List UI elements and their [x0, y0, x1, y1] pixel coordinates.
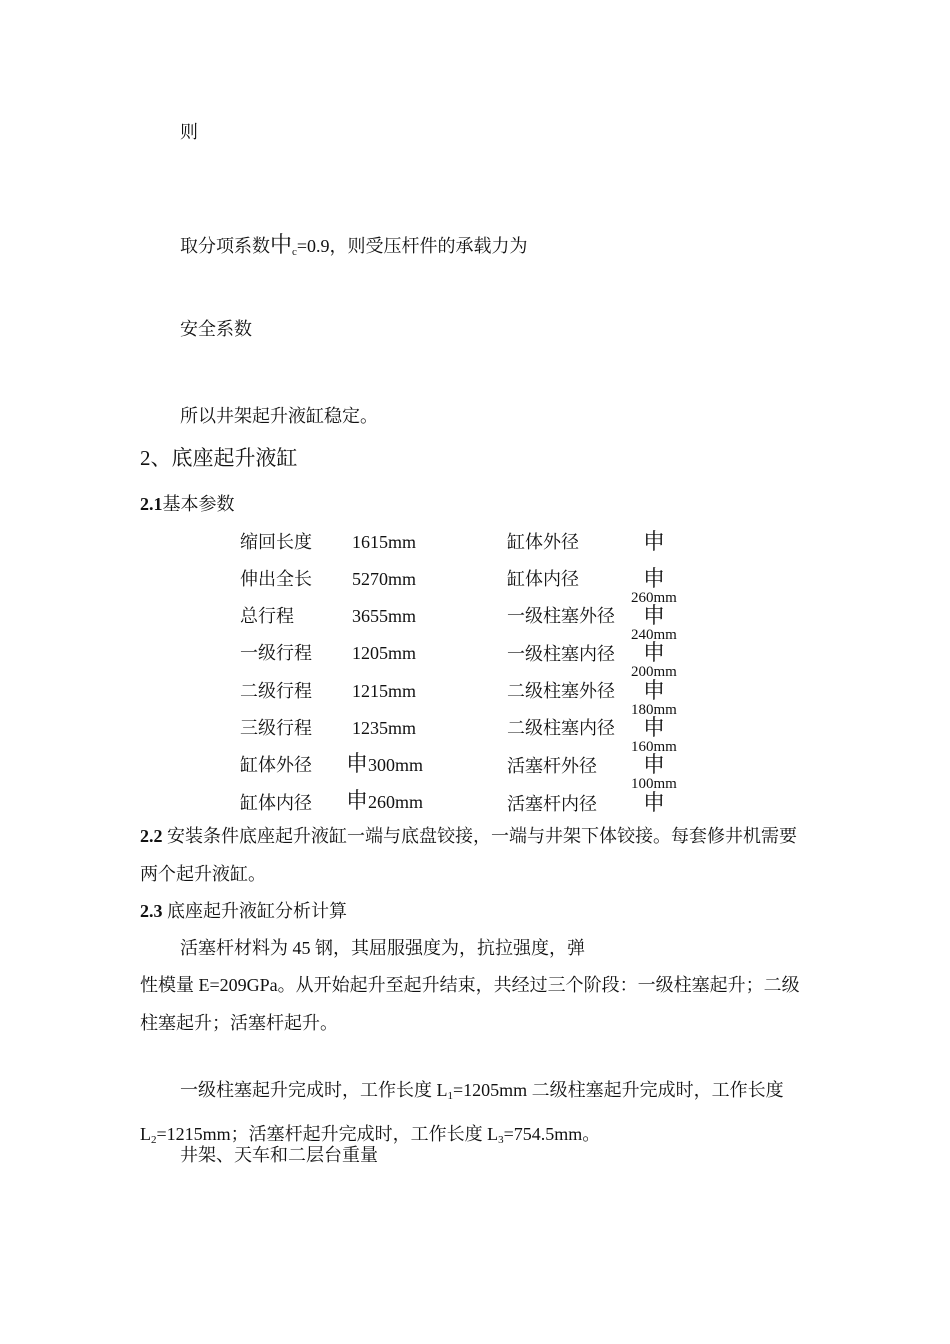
text-ze: 则	[180, 122, 198, 142]
param-value	[631, 715, 703, 755]
work-text-c: =1215mm；活塞杆起升完成时，工作长度 L	[156, 1124, 499, 1144]
phi-symbol: 申	[643, 752, 666, 777]
param-value-text: 200mm	[631, 664, 677, 680]
coef-suffix: =0.9，则受压杆件的承载力为	[296, 236, 528, 256]
phi-symbol: 申	[346, 788, 369, 813]
material-paragraph: 性模量 E=209GPa。从开始起升至起升结束，共经过三个阶段：一级柱塞起升；二级柱塞起升；活塞杆起升。	[140, 975, 800, 1033]
param-label: 二级柱塞内径	[507, 718, 615, 738]
param-value	[346, 752, 423, 777]
coef-prefix: 取分项系数	[180, 236, 270, 256]
text-safety-factor: 安全系数	[180, 319, 252, 339]
param-label: 缸体内径	[240, 793, 312, 813]
param-label: 缸体外径	[240, 755, 312, 775]
section-2-2-number: 2.2	[140, 826, 163, 846]
phi-symbol: 申	[346, 751, 369, 776]
param-label: 二级行程	[240, 681, 312, 701]
param-value	[631, 566, 703, 606]
param-value	[631, 603, 703, 643]
work-text-d: =754.5mm。	[503, 1124, 601, 1144]
param-value	[631, 752, 703, 792]
section-2-3-number: 2.3	[140, 901, 163, 921]
param-value-text: 300mm	[368, 755, 424, 775]
param-value	[346, 789, 423, 814]
param-value: 1205mm	[352, 643, 417, 663]
param-label: 活塞杆内径	[507, 794, 597, 814]
phi-symbol: 申	[643, 790, 666, 815]
partial-coefficient-line	[180, 233, 528, 264]
section-2-2-paragraph	[140, 817, 802, 893]
subscript: 2	[151, 1134, 157, 1146]
work-text-a: 一级柱塞起升完成时，工作长度 L	[180, 1080, 448, 1100]
phi-symbol: 申	[643, 678, 666, 703]
section-2-3-title: 底座起升液缸分析计算	[167, 901, 347, 921]
phi-symbol: 申	[643, 715, 666, 740]
section-2-2-text: 安装条件底座起升液缸一端与底盘铰接，一端与井架下体铰接。每套修井机需要两个起升液缸。	[140, 826, 797, 884]
work-text-b: =1205mm 二级柱塞起升完成时，工作长度 L	[140, 1080, 784, 1144]
param-label: 总行程	[240, 606, 294, 626]
param-label: 一级柱塞外径	[507, 606, 615, 626]
phi-symbol: 申	[643, 640, 666, 665]
param-value-text: 240mm	[631, 627, 677, 643]
param-value	[631, 678, 703, 718]
section-2-1-number: 2.1	[140, 494, 163, 514]
phi-symbol: 中	[270, 232, 293, 257]
section-2-1-heading	[140, 492, 235, 516]
text-conclusion: 所以井架起升液缸稳定。	[180, 406, 378, 426]
param-value-text: 260mm	[368, 792, 424, 812]
param-label: 缸体内径	[507, 569, 579, 589]
param-value-text: 100mm	[631, 776, 677, 792]
param-value: 1615mm	[352, 532, 417, 552]
param-value-text: 180mm	[631, 702, 677, 718]
param-label: 一级柱塞内径	[507, 644, 615, 664]
param-value-text: 260mm	[631, 590, 677, 606]
phi-symbol: 申	[643, 603, 666, 628]
param-value: 1215mm	[352, 681, 417, 701]
param-value	[643, 792, 703, 816]
section-2-heading: 2、底座起升液缸	[140, 446, 298, 470]
coef-subscript: c	[292, 246, 297, 258]
param-value-text: 160mm	[631, 739, 677, 755]
param-label: 三级行程	[240, 718, 312, 738]
param-value: 5270mm	[352, 569, 417, 589]
subscript: 3	[498, 1134, 504, 1146]
param-label: 缩回长度	[240, 532, 312, 552]
param-label: 一级行程	[240, 643, 312, 663]
param-label: 缸体外径	[507, 532, 579, 552]
param-value	[631, 640, 703, 680]
section-2-1-title: 基本参数	[162, 494, 235, 514]
section-2-3-heading	[140, 899, 347, 923]
param-value: 1235mm	[352, 718, 417, 738]
param-value	[643, 531, 703, 555]
material-line: 活塞杆材料为 45 钢，其屈服强度为，抗拉强度，弹	[180, 938, 585, 958]
text-derrick-weight: 井架、天车和二层台重量	[180, 1145, 378, 1165]
phi-symbol: 申	[643, 529, 666, 554]
param-value: 3655mm	[352, 606, 417, 626]
param-label: 伸出全长	[240, 569, 312, 589]
subscript: 1	[447, 1090, 453, 1102]
param-label: 活塞杆外径	[507, 756, 597, 776]
phi-symbol: 申	[643, 566, 666, 591]
param-label: 二级柱塞外径	[507, 681, 615, 701]
